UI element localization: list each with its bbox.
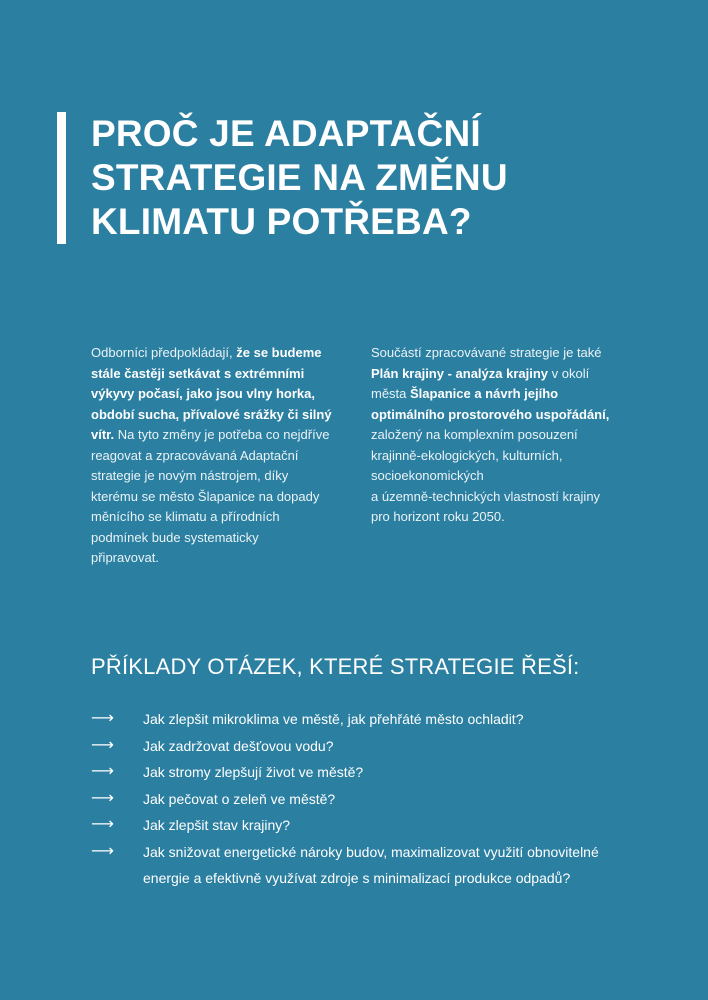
intro-left-paragraph [91,343,359,569]
emphasis: stále častěji setkávat s extrémními [91,365,305,381]
arrow-right-icon: ⟶ [91,736,114,754]
text-run: Odborníci předpokládají, [91,345,237,360]
emphasis: Plán krajiny - analýza krajiny [371,365,549,381]
arrow-right-icon: ⟶ [91,842,114,860]
emphasis: období sucha, přívalové srážky či silný [91,406,332,422]
text-line: kterému se město Šlapanice na dopady [91,488,320,504]
text-line: a územně-technických vlastností krajiny [371,488,601,504]
text-line: připravovat. [91,550,159,565]
arrow-right-icon: ⟶ [91,710,114,727]
question-text [143,839,651,892]
text-line: reagovat a zpracovávaná Adaptační [91,447,299,463]
list-item [91,733,651,760]
text-line: krajinně-ekologických, kulturních, [371,447,563,463]
arrow-right-icon: ⟶ [91,789,114,807]
questions-list [91,706,651,892]
question-text: Jak zadržovat dešťovou vodu? [143,737,334,754]
arrow-right-icon: ⟶ [91,763,114,780]
page-title [91,112,651,244]
title-line: KLIMATU POTŘEBA? [91,201,472,242]
question-line: Jak snižovat energetické nároky budov, maximalizovat využití obnovitelné [143,843,599,860]
text-run: města [371,386,411,401]
emphasis: výkyvy počasí, jako jsou vlny horka, [91,386,315,401]
list-item [91,786,651,813]
emphasis: optimálního prostorového uspořádání, [371,406,610,422]
text-line: socioekonomických [371,468,484,483]
question-line: energie a efektivně využívat zdroje s minimalizací produkce odpadů? [143,870,571,886]
question-text: Jak stromy zlepšují život ve městě? [143,764,364,780]
title-accent-bar [57,112,66,244]
text-line: založený na komplexním posouzení [371,427,578,442]
list-item [91,759,651,786]
text-run: v okolí [548,365,590,381]
title-line: STRATEGIE NA ZMĚNU [91,157,508,198]
intro-right-paragraph [371,343,627,528]
text-line: Součástí zpracovávané strategie je také [371,345,602,360]
text-line: pro horizont roku 2050. [371,509,505,524]
list-item [91,839,651,892]
question-text: Jak pečovat o zeleň ve městě? [143,790,336,807]
emphasis: Šlapanice a návrh jejího [410,386,559,401]
text-run: Na tyto změny je potřeba co nejdříve [114,427,330,442]
list-item [91,812,651,839]
question-text: Jak zlepšit mikroklima ve městě, jak přehřáté město ochladit? [143,711,524,727]
title-line: PROČ JE ADAPTAČNÍ [91,113,481,154]
question-text: Jak zlepšit stav krajiny? [143,817,291,833]
text-line: měnícího se klimatu a přírodních [91,509,280,524]
emphasis: vítr. [91,427,115,442]
text-line: strategie je novým nástrojem, díky [91,468,289,483]
arrow-right-icon: ⟶ [91,816,114,833]
list-item [91,706,651,733]
emphasis: že se budeme [236,345,322,360]
text-line: podmínek bude systematicky [91,529,259,545]
questions-heading: PŘÍKLADY OTÁZEK, KTERÉ STRATEGIE ŘEŠÍ: [91,654,580,679]
